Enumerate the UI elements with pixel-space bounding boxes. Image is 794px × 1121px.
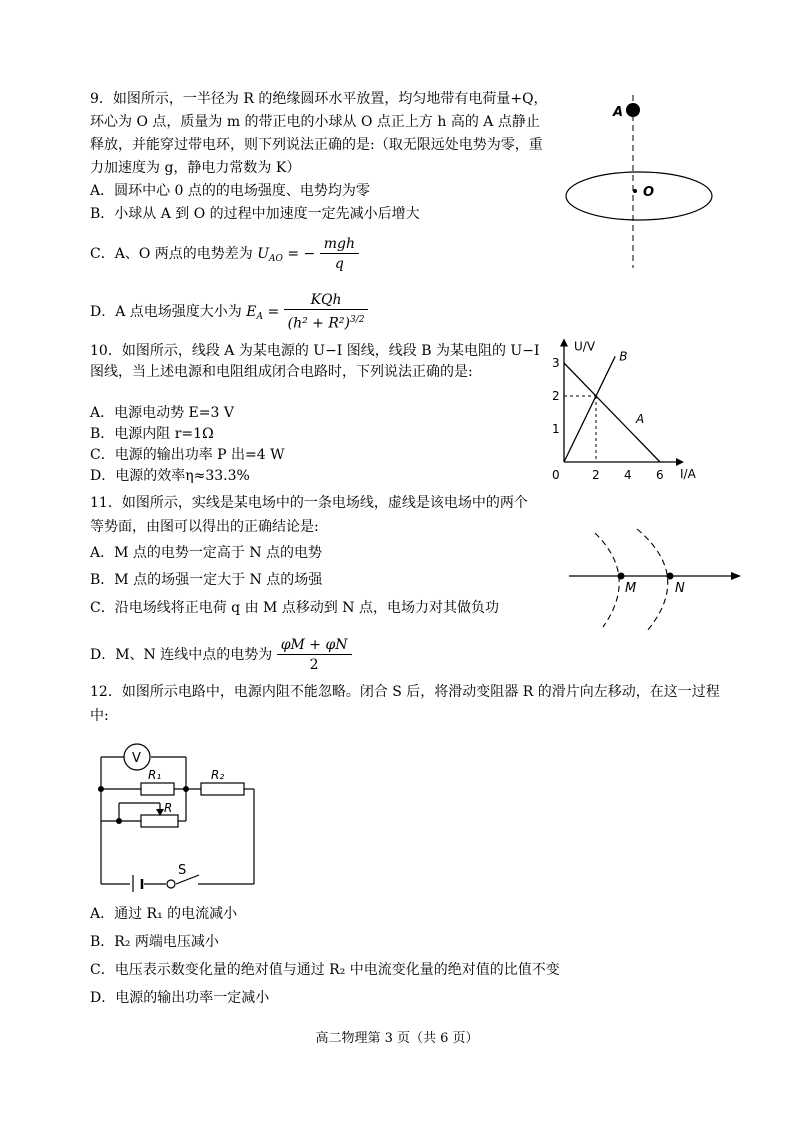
q9-option-c-equals: = − [287, 246, 316, 262]
series-label-a: A [636, 412, 645, 426]
q9-uao-subscript: AO [269, 254, 283, 264]
q12-switch-contact [167, 880, 175, 888]
q9-ea-subscript: A [256, 312, 263, 322]
q9-option-c-fraction [320, 235, 359, 274]
q9-option-d-exponent: 3/2 [349, 314, 365, 325]
q9-option-d-denominator-wrap [284, 310, 369, 334]
x-axis-arrow [676, 458, 684, 466]
y-axis-arrow [560, 339, 568, 347]
q9-option-d-equals: = [267, 304, 284, 320]
q9-charged-ring [566, 172, 712, 220]
q10-option-d: D．电源的效率η≈33.3% [90, 468, 250, 484]
q9-option-d-numerator: KQh [284, 291, 369, 310]
series-line-b [564, 356, 615, 462]
q12-circuit-figure [96, 737, 266, 892]
q9-option-d [90, 286, 368, 343]
x-tick-label: 2 [592, 468, 600, 482]
q9-stem: 9．如图所示，一半径为 R 的绝缘圆环水平放置，均匀地带有电荷量+Q，环心为 O 点，质量为 m 的带正电的小球从 O 点正上方 h 高的 A 点静止释放，并能穿过带电环，则下列说法正确的是:（取无限远处电势为零，重力加速度为 g，静电力常数为 K） [90, 91, 548, 176]
q9-ea-symbol: E [246, 304, 257, 320]
q9-label-o: O [643, 185, 655, 200]
series-line-a [564, 363, 660, 462]
q9-option-b: B．小球从 A 到 O 的过程中加速度一定先减小后增大 [90, 206, 420, 222]
y-axis-label: U/V [574, 339, 596, 354]
q12-r-label: R [164, 801, 173, 815]
q11-field-figure [565, 525, 745, 635]
y-tick-label: 1 [552, 422, 560, 436]
q11-option-d-prefix: D．M、N 连线中点的电势为 [90, 647, 273, 663]
q9-option-d-fraction [284, 291, 369, 334]
q11-point-m [618, 573, 625, 580]
q11-option-d-numerator: φM + φN [277, 636, 352, 655]
q11-label-n: N [675, 581, 685, 596]
x-tick-label: 4 [624, 468, 632, 482]
y-tick-label: 2 [552, 389, 560, 403]
q9-option-c-denominator: q [334, 255, 344, 272]
q11-point-n [667, 573, 674, 580]
q9-option-c-prefix: C．A、O 两点的电势差为 [90, 246, 253, 262]
q11-option-d-fraction [277, 636, 352, 675]
q9-ring-figure [555, 90, 725, 275]
q11-option-c: C．沿电场线将正电荷 q 由 M 点移动到 N 点，电场力对其做负功 [90, 600, 499, 616]
q10-option-c: C．电源的输出功率 P 出=4 W [90, 447, 285, 463]
q12-rheostat-r [141, 815, 178, 827]
q12-junction-1 [98, 786, 104, 792]
q12-junction-3 [116, 818, 122, 824]
q12-option-c: C．电压表示数变化量的绝对值与通过 R₂ 中电流变化量的绝对值的比值不变 [90, 962, 560, 978]
x-axis-label: I/A [680, 467, 696, 481]
q12-voltmeter-label: V [132, 751, 141, 766]
q12-option-a: A．通过 R₁ 的电流减小 [90, 906, 238, 922]
q9-uao-symbol: U [257, 246, 270, 262]
q11-option-b: B．M 点的场强一定大于 N 点的场强 [90, 572, 323, 588]
q9-center-point [633, 189, 637, 193]
q12-stem: 12．如图所示电路中，电源内阻不能忽略。闭合 S 后，将滑动变阻器 R 的滑片向左移动，在这一过程中: [90, 684, 720, 724]
q9-label-a: A [613, 105, 624, 120]
q12-option-b: B．R₂ 两端电压减小 [90, 934, 219, 950]
q10-option-b: B．电源内阻 r=1Ω [90, 426, 214, 442]
q9-option-a: A．圆环中心 0 点的的电场强度、电势均为零 [90, 183, 370, 199]
q9-ball-a [626, 103, 640, 117]
q12-switch-label: S [178, 863, 187, 878]
q11-option-a: A．M 点的电势一定高于 N 点的电势 [90, 545, 323, 561]
q11-equipotential-1 [595, 533, 619, 627]
q12-r1-label: R₁ [148, 768, 162, 782]
q12-resistor-r2 [201, 783, 244, 795]
page-footer: 高二物理第 3 页（共 6 页） [315, 1031, 479, 1046]
q12-resistor-r1 [141, 783, 174, 795]
q10-ui-chart [550, 312, 740, 492]
x-tick-label: 6 [656, 468, 664, 482]
q9-option-d-prefix: D．A 点电场强度大小为 [90, 304, 242, 320]
q9-option-c [90, 230, 359, 283]
series-label-b: B [619, 349, 628, 364]
q10-stem: 10．如图所示，线段 A 为某电源的 U−I 图线，线段 B 为某电阻的 U−I 图线，当上述电源和电阻组成闭合电路时，下列说法正确的是: [90, 343, 540, 380]
q12-junction-2 [183, 786, 189, 792]
q12-option-d: D．电源的输出功率一定减小 [90, 990, 270, 1006]
q12-r2-label: R₂ [211, 768, 225, 782]
q11-label-m: M [625, 581, 637, 596]
q11-stem: 11．如图所示，实线是某电场中的一条电场线，虚线是该电场中的两个等势面，由图可以得出的正确结论是: [90, 495, 528, 535]
x-tick-label: 0 [552, 468, 560, 482]
q11-option-d-denominator: 2 [309, 656, 319, 673]
q11-option-d [90, 633, 352, 677]
y-tick-label: 3 [552, 356, 560, 370]
q10-option-a: A．电源电动势 E=3 V [90, 405, 234, 421]
q9-option-c-numerator: mgh [320, 235, 359, 254]
q9-option-d-denominator: (h² + R²) [287, 315, 350, 332]
q11-equipotential-2 [637, 529, 668, 631]
q11-arrow-head [731, 572, 741, 580]
